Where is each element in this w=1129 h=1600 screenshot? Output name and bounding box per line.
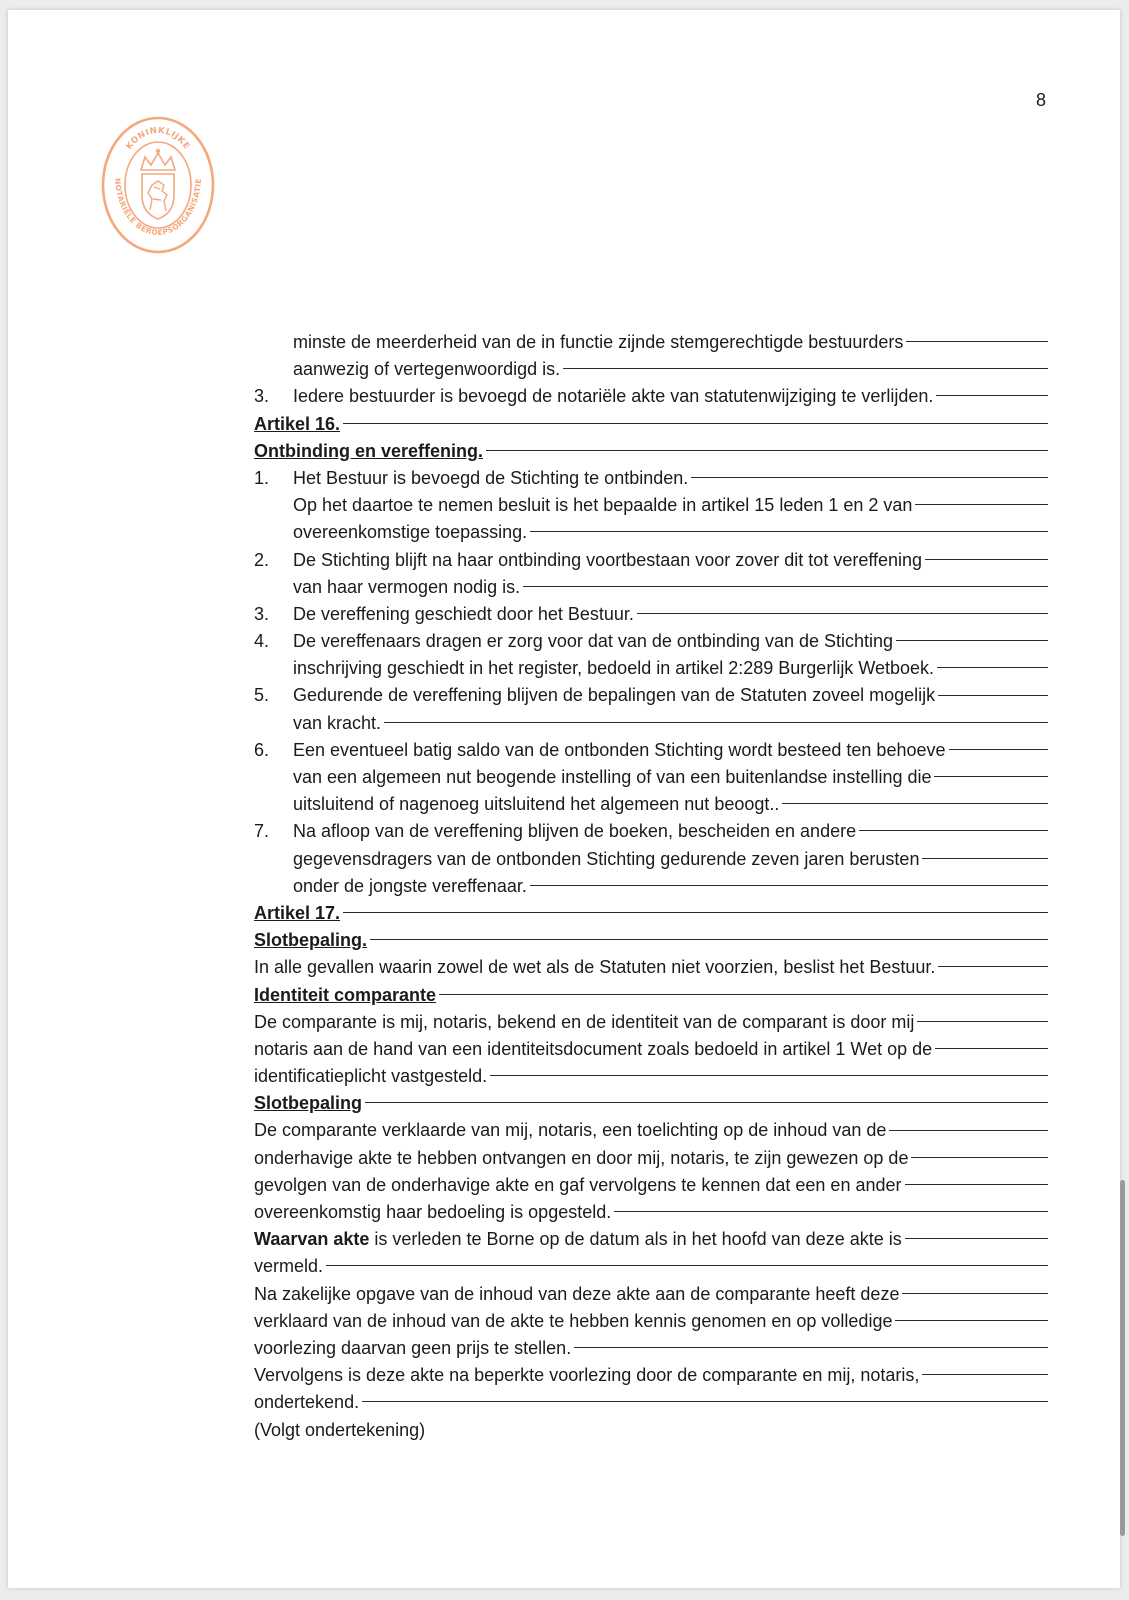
- filler-line: [917, 1021, 1048, 1022]
- filler-line: [915, 504, 1048, 505]
- list-number: 1.: [254, 467, 270, 488]
- line-text: In alle gevallen waarin zowel de wet als de Statuten niet voorzien, beslist het Bestuur.: [254, 957, 936, 978]
- text-line: [254, 1308, 1048, 1335]
- line-text: Vervolgens is deze akte na beperkte voorlezing door de comparante en mij, notaris,: [254, 1365, 920, 1386]
- section-heading: [254, 438, 1048, 465]
- line-text: onderhavige akte te hebben ontvangen en door mij, notaris, te zijn gewezen op de: [254, 1147, 909, 1168]
- filler-line: [370, 939, 1048, 940]
- text-line: [254, 1281, 1048, 1308]
- section-heading: [254, 982, 1048, 1009]
- text-line: [254, 329, 1048, 356]
- line-text: voorlezing daarvan geen prijs te stellen.: [254, 1337, 572, 1358]
- filler-line: [938, 695, 1048, 696]
- line-text: Het Bestuur is bevoegd de Stichting te ontbinden.: [293, 467, 689, 488]
- text-line: [254, 1253, 1048, 1280]
- filler-line: [905, 1238, 1048, 1239]
- filler-line: [902, 1293, 1048, 1294]
- document-page: [8, 10, 1120, 1588]
- filler-line: [922, 1374, 1048, 1375]
- line-text: Na afloop van de vereffening blijven de boeken, bescheiden en andere: [293, 821, 857, 842]
- filler-line: [859, 830, 1048, 831]
- line-text: De comparante verklaarde van mij, notaris, een toelichting op de inhoud van de: [254, 1120, 887, 1141]
- line-text: minste de meerderheid van de in functie zijnde stemgerechtigde bestuurders: [293, 332, 904, 352]
- text-line: [254, 383, 1048, 410]
- filler-line: [486, 450, 1048, 451]
- line-text: De comparante is mij, notaris, bekend en de identiteit van de comparant is door mij: [254, 1011, 915, 1032]
- heading-text: Ontbinding en vereffening.: [254, 440, 483, 461]
- line-text: Op het daartoe te nemen besluit is het bepaalde in artikel 15 leden 1 en 2 van: [293, 495, 913, 516]
- text-line: [254, 1226, 1048, 1253]
- line-text: Een eventueel batig saldo van de ontbonden Stichting wordt besteed ten behoeve: [293, 739, 946, 760]
- page-number: 8: [1036, 90, 1047, 110]
- text-line: [254, 682, 1048, 709]
- text-line: [254, 954, 1048, 981]
- filler-line: [691, 477, 1048, 478]
- filler-line: [782, 803, 1048, 804]
- text-line: [254, 846, 1048, 873]
- list-number: 3.: [254, 386, 270, 407]
- text-line: [254, 1335, 1048, 1362]
- text-line: [254, 791, 1048, 818]
- filler-line: [365, 1102, 1048, 1103]
- filler-line: [343, 912, 1048, 913]
- heading-text: Slotbepaling.: [254, 930, 368, 951]
- filler-line: [937, 667, 1048, 668]
- filler-line: [922, 858, 1048, 859]
- text-line: [254, 737, 1048, 764]
- line-text: Gedurende de vereffening blijven de bepalingen van de Statuten zoveel mogelijk: [293, 685, 936, 706]
- filler-line: [439, 994, 1048, 995]
- text-line: [254, 1172, 1048, 1199]
- list-number: 7.: [254, 821, 270, 842]
- notary-seal-icon: [98, 115, 218, 255]
- filler-line: [934, 776, 1048, 777]
- text-line: [254, 1199, 1048, 1226]
- line-text: verklaard van de inhoud van de akte te hebben kennis genomen en op volledige: [254, 1310, 893, 1331]
- text-line: [254, 628, 1048, 655]
- heading-text: Artikel 16.: [254, 413, 341, 434]
- text-line: [254, 1145, 1048, 1172]
- text-line: [254, 1009, 1048, 1036]
- line-text: onder de jongste vereffenaar.: [293, 875, 527, 896]
- filler-line: [530, 885, 1048, 886]
- text-line: [254, 547, 1048, 574]
- filler-line: [574, 1347, 1048, 1348]
- filler-line: [949, 749, 1049, 750]
- text-line: [254, 1117, 1048, 1144]
- filler-line: [905, 1184, 1049, 1185]
- filler-line: [326, 1265, 1048, 1266]
- text-line: [254, 519, 1048, 546]
- filler-line: [906, 341, 1048, 342]
- line-text: ondertekend.: [254, 1392, 360, 1413]
- list-number: 2.: [254, 549, 270, 570]
- text-line: [254, 818, 1048, 845]
- filler-line: [936, 395, 1048, 396]
- text-line: [254, 1389, 1048, 1416]
- filler-line: [523, 586, 1048, 587]
- list-number: 5.: [254, 685, 270, 706]
- line-text: uitsluitend of nagenoeg uitsluitend het algemeen nut beoogt..: [293, 794, 780, 815]
- line-text: De vereffening geschiedt door het Bestuur.: [293, 603, 634, 624]
- filler-line: [343, 423, 1048, 424]
- filler-line: [384, 722, 1048, 723]
- list-number: 3.: [254, 603, 270, 624]
- line-text: De vereffenaars dragen er zorg voor dat van de ontbinding van de Stichting: [293, 631, 894, 652]
- text-line: [254, 574, 1048, 601]
- line-text: van kracht.: [293, 712, 382, 733]
- filler-line: [362, 1401, 1048, 1402]
- line-text: De Stichting blijft na haar ontbinding voortbestaan voor zover dit tot vereffening: [293, 549, 923, 570]
- filler-line: [911, 1157, 1048, 1158]
- line-text: overeenkomstige toepassing.: [293, 522, 528, 543]
- document-body: [254, 329, 1048, 1444]
- line-text: notaris aan de hand van een identiteitsdocument zoals bedoeld in artikel 1 Wet op de: [254, 1038, 933, 1059]
- section-heading: [254, 411, 1048, 438]
- heading-text: Identiteit comparante: [254, 984, 437, 1005]
- text-line: [254, 1063, 1048, 1090]
- scrollbar-thumb[interactable]: [1120, 1180, 1125, 1536]
- filler-line: [896, 640, 1048, 641]
- filler-line: [563, 368, 1048, 369]
- filler-line: [935, 1048, 1048, 1049]
- text-line: [254, 1362, 1048, 1389]
- text-line: [254, 1036, 1048, 1063]
- line-text: is verleden te Borne op de datum als in het hoofd van deze akte is: [369, 1229, 902, 1250]
- filler-line: [895, 1320, 1048, 1321]
- line-text: Na zakelijke opgave van de inhoud van deze akte aan de comparante heeft deze: [254, 1283, 900, 1304]
- line-text: gegevensdragers van de ontbonden Stichting gedurende zeven jaren berusten: [293, 848, 920, 869]
- text-line: [254, 873, 1048, 900]
- list-number: 4.: [254, 631, 270, 652]
- list-number: 6.: [254, 739, 270, 760]
- line-text: (Volgt ondertekening): [254, 1419, 426, 1440]
- section-heading: [254, 1090, 1048, 1117]
- line-text: van haar vermogen nodig is.: [293, 576, 521, 597]
- filler-line: [614, 1211, 1048, 1212]
- line-text: Iedere bestuurder is bevoegd de notariële akte van statutenwijziging te verlijden.: [293, 386, 934, 407]
- line-text: aanwezig of vertegenwoordigd is.: [293, 359, 561, 380]
- line-text: identificatieplicht vastgesteld.: [254, 1066, 488, 1087]
- text-line: [254, 465, 1048, 492]
- bold-text: Waarvan akte: [254, 1229, 370, 1250]
- filler-line: [490, 1075, 1048, 1076]
- filler-line: [889, 1130, 1048, 1131]
- text-line: [254, 1417, 1048, 1444]
- line-text: inschrijving geschiedt in het register, bedoeld in artikel 2:289 Burgerlijk Wetboek.: [293, 658, 935, 679]
- heading-text: Artikel 17.: [254, 902, 341, 923]
- text-line: [254, 764, 1048, 791]
- text-line: [254, 655, 1048, 682]
- line-text: overeenkomstig haar bedoeling is opgesteld.: [254, 1202, 612, 1222]
- section-heading: [254, 927, 1048, 954]
- heading-text: Slotbepaling: [254, 1093, 362, 1114]
- line-text: van een algemeen nut beogende instelling of van een buitenlandse instelling die: [293, 767, 932, 787]
- text-line: [254, 356, 1048, 383]
- filler-line: [637, 613, 1048, 614]
- filler-line: [530, 531, 1048, 532]
- svg-text:NOTARIËLE BEROEPSORGANISATIE: NOTARIËLE BEROEPSORGANISATIE: [112, 177, 204, 238]
- text-line: [254, 710, 1048, 737]
- svg-text:KONINKLIJKE: KONINKLIJKE: [124, 125, 192, 152]
- filler-line: [938, 966, 1048, 967]
- filler-line: [925, 559, 1048, 560]
- line-text: gevolgen van de onderhavige akte en gaf vervolgens te kennen dat een en ander: [254, 1174, 902, 1195]
- text-line: [254, 601, 1048, 628]
- text-line: [254, 492, 1048, 519]
- section-heading: [254, 900, 1048, 927]
- line-text: vermeld.: [254, 1256, 324, 1277]
